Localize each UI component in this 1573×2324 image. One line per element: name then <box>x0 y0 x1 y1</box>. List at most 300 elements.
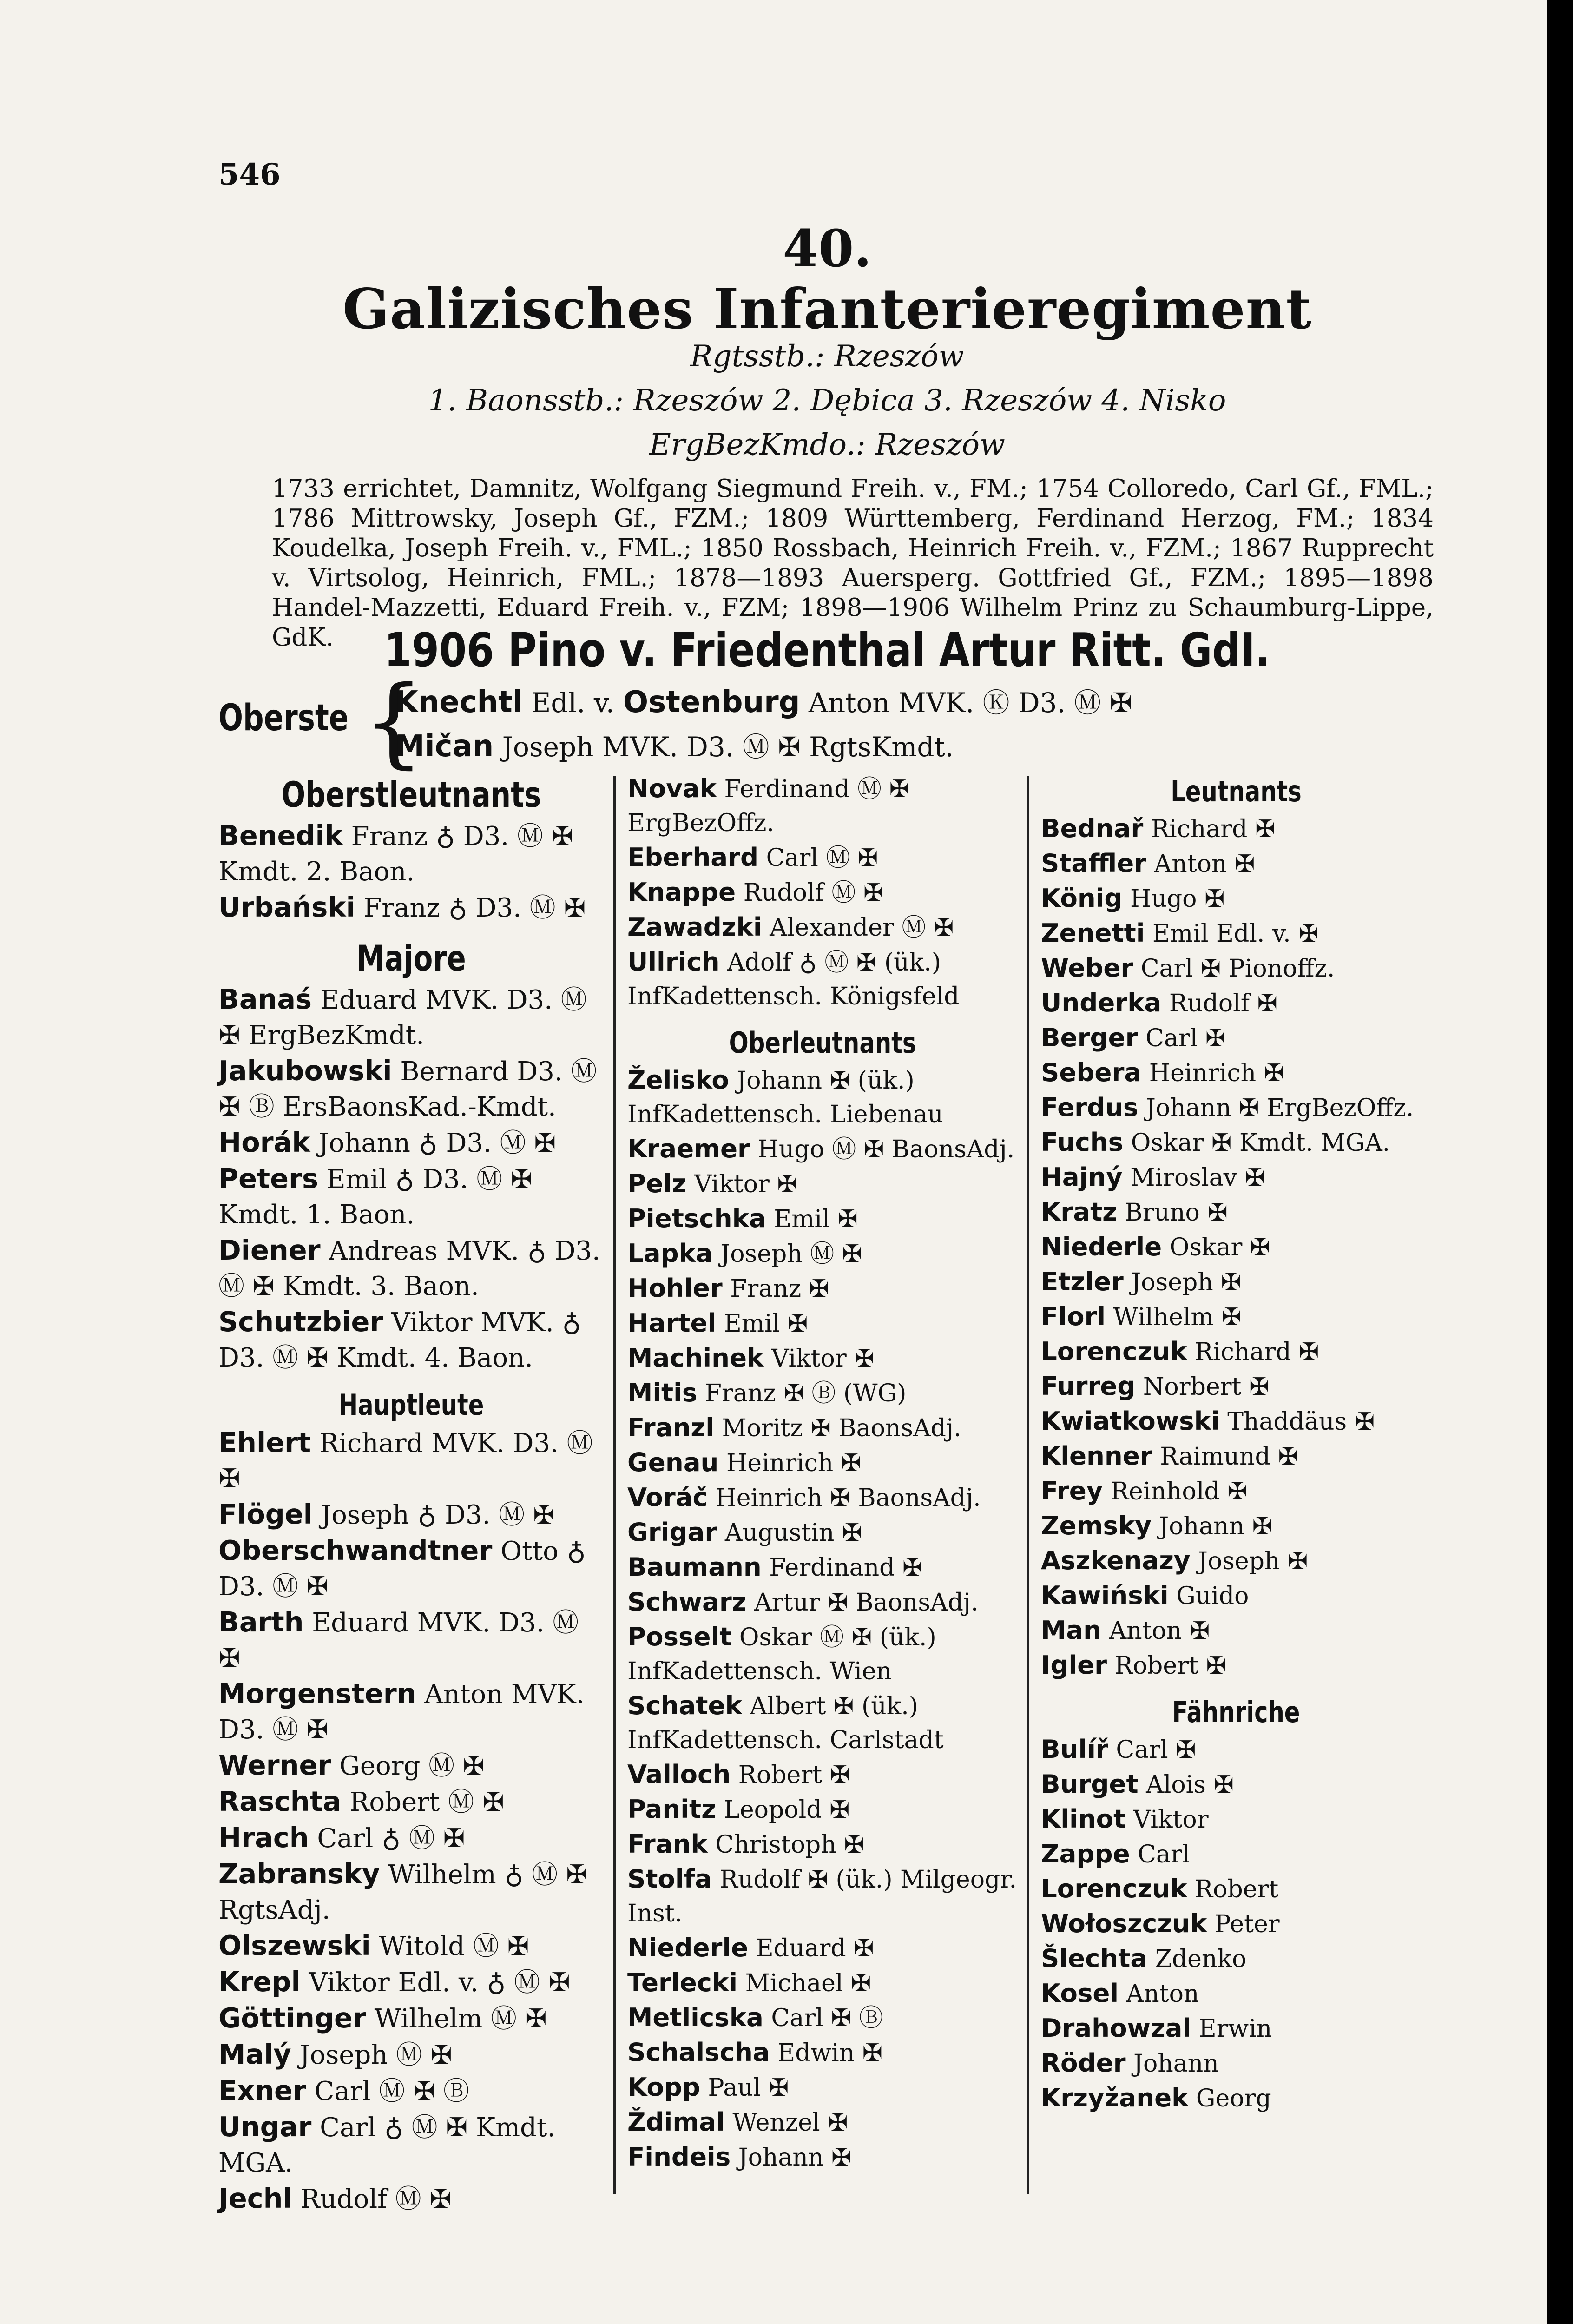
officer-details: Raimund ✠ <box>1152 1443 1298 1471</box>
officer-entry <box>627 1236 1018 1271</box>
officer-details: Carl <box>1130 1841 1190 1868</box>
officer-details: Franz ♁ D3. Ⓜ ✠ Kmdt. 2. Baon. <box>218 821 573 887</box>
officer-surname: Burget <box>1041 1769 1139 1799</box>
officer-entry <box>218 1125 604 1161</box>
officer-details: Erwin <box>1191 2015 1272 2043</box>
officer-details: Eduard MVK. D3. Ⓜ ✠ ErgBezKmdt. <box>218 985 587 1050</box>
officer-entry <box>1041 2081 1431 2116</box>
officer-details: Anton ✠ <box>1101 1617 1210 1645</box>
regiment-title: Galizisches Infanterieregiment <box>342 277 1312 341</box>
officer-entry <box>627 1585 1018 1620</box>
officer-surname: Peters <box>218 1162 318 1195</box>
officer-entry <box>627 1167 1018 1202</box>
officer-surname: Stolfa <box>627 1864 712 1894</box>
officer-surname: Hajný <box>1041 1162 1123 1192</box>
officer-surname: Kopp <box>627 2072 701 2102</box>
officer-details: Peter <box>1207 1910 1280 1938</box>
section-gap <box>627 2175 1018 2184</box>
oberst-name: Mičan <box>395 729 494 764</box>
oberst-entry: Knechtl Edl. v. Ostenburg Anton MVK. Ⓚ D3. Ⓜ ✠ <box>395 685 1132 720</box>
officer-entry <box>1041 1648 1431 1683</box>
officer-entry <box>218 2073 604 2109</box>
section-heading: Leutnants <box>1171 774 1302 808</box>
officer-surname: Niederle <box>627 1933 749 1962</box>
officer-details: Paul ✠ <box>700 2074 789 2102</box>
officer-details: Miroslav ✠ <box>1122 1164 1265 1192</box>
officer-details: Michael ✠ <box>737 1969 871 1997</box>
officer-details: Eduard ✠ <box>748 1934 874 1962</box>
officer-surname: Grigar <box>627 1517 717 1547</box>
officer-entry <box>1041 951 1431 986</box>
officer-surname: Panitz <box>627 1794 716 1824</box>
oberst-entry: Mičan Joseph MVK. D3. Ⓜ ✠ RgtsKmdt. <box>395 729 954 764</box>
section-heading: Oberleutnants <box>729 1026 916 1060</box>
battalions-line: 1. Baonsstb.: Rzeszów 2. Dębica 3. Rzeszów 4. Nisko <box>428 383 1226 418</box>
officer-entry <box>1041 1767 1431 1802</box>
officer-details: Eduard MVK. D3. Ⓜ ✠ <box>218 1608 579 1673</box>
officer-details: Robert <box>1187 1875 1279 1903</box>
officer-surname: Pietschka <box>627 1203 766 1233</box>
officer-details: Emil ✠ <box>716 1310 808 1338</box>
officer-details: Hugo ✠ <box>1122 885 1225 913</box>
officer-details: Richard ✠ <box>1143 815 1276 843</box>
officer-surname: Kosel <box>1041 1978 1119 2008</box>
officer-surname: Kraemer <box>627 1134 750 1163</box>
officer-details: Bruno ✠ <box>1117 1199 1228 1227</box>
section-heading: Hauptleute <box>338 1388 484 1422</box>
officer-details: Emil Edl. v. ✠ <box>1145 920 1319 948</box>
officer-surname: Ullrich <box>627 947 720 977</box>
officer-details: Wilhelm ♁ Ⓜ ✠ RgtsAdj. <box>218 1860 588 1925</box>
oberst-name: Knechtl <box>395 685 523 720</box>
officer-entry <box>218 1304 604 1376</box>
officer-details: Carl Ⓜ ✠ Ⓑ <box>306 2076 469 2106</box>
officer-entry <box>1041 1334 1431 1369</box>
officer-surname: Kratz <box>1041 1197 1117 1227</box>
regiment-number: 40. <box>783 218 872 278</box>
officer-details: Joseph ✠ <box>1190 1547 1308 1575</box>
officer-details: Anton MVK. D3. Ⓜ ✠ <box>218 1679 585 1745</box>
officer-details: Robert ✠ <box>1107 1652 1226 1680</box>
officer-details: Albert ✠ (ük.) InfKadettensch. Carlstadt <box>627 1692 944 1754</box>
officer-details: Joseph Ⓜ ✠ <box>712 1240 862 1268</box>
officer-details: Rudolf Ⓜ ✠ <box>736 879 884 907</box>
officer-details: Norbert ✠ <box>1135 1373 1270 1401</box>
officer-entry <box>627 1271 1018 1306</box>
officer-entry <box>218 1856 604 1928</box>
officer-details: Franz ✠ Ⓑ (WG) <box>697 1380 907 1407</box>
officer-entry <box>1041 1404 1431 1439</box>
section-gap <box>1041 2116 1431 2125</box>
staff-line: Rgtsstb.: Rzeszów <box>690 339 964 374</box>
officer-entry <box>1041 1802 1431 1837</box>
officer-entry <box>1041 881 1431 916</box>
officer-surname: Klinot <box>1041 1804 1126 1834</box>
officer-entry <box>218 2109 604 2181</box>
officer-entry <box>627 1827 1018 1862</box>
officer-details: Anton <box>1119 1980 1199 2008</box>
officer-surname: König <box>1041 883 1123 913</box>
officer-details: Bernard D3. Ⓜ ✠ Ⓑ ErsBaonsKad.-Kmdt. <box>218 1056 597 1122</box>
officer-entry <box>627 910 1018 945</box>
officer-details: Joseph ♁ D3. Ⓜ ✠ <box>312 1500 555 1530</box>
officer-surname: Franzl <box>627 1413 714 1442</box>
officer-surname: Bulíř <box>1041 1734 1108 1764</box>
officer-entry <box>627 2140 1018 2175</box>
officer-surname: Pelz <box>627 1169 687 1198</box>
officer-entry <box>218 1748 604 1784</box>
officer-details: Robert Ⓜ ✠ <box>341 1787 504 1817</box>
officer-surname: Igler <box>1041 1650 1107 1680</box>
officer-entry <box>1041 2046 1431 2081</box>
officer-entry <box>627 1689 1018 1757</box>
officer-surname: Underka <box>1041 988 1162 1017</box>
officer-surname: Wołoszczuk <box>1041 1908 1207 1938</box>
officer-details: Oskar ✠ <box>1162 1234 1270 1261</box>
officer-surname: Schatek <box>627 1690 742 1720</box>
officer-entry <box>1041 1976 1431 2011</box>
officer-surname: Mitis <box>627 1378 698 1407</box>
officer-details: Emil ✠ <box>766 1205 858 1233</box>
officer-surname: Staffler <box>1041 848 1147 878</box>
officer-surname: Posselt <box>627 1622 732 1651</box>
officer-surname: Weber <box>1041 953 1133 983</box>
officer-surname: Zawadzki <box>627 912 762 942</box>
officer-entry <box>627 772 1018 840</box>
officer-entry <box>627 1966 1018 2000</box>
officer-surname: Frank <box>627 1829 708 1859</box>
officer-details: Ferdinand Ⓜ ✠ ErgBezOffz. <box>627 775 910 837</box>
officer-entry <box>218 1161 604 1233</box>
officer-surname: Banaś <box>218 983 312 1015</box>
officer-entry <box>627 1550 1018 1585</box>
officer-surname: Jakubowski <box>218 1055 392 1087</box>
officer-surname: Frey <box>1041 1476 1103 1505</box>
officer-details: Hugo Ⓜ ✠ BaonsAdj. <box>750 1136 1015 1163</box>
officer-surname: Lapka <box>627 1238 713 1268</box>
officer-surname: Ungar <box>218 2111 312 2143</box>
officer-details: Adolf ♁ Ⓜ ✠ (ük.) InfKadettensch. Königsfeld <box>627 949 960 1010</box>
officer-surname: Man <box>1041 1615 1102 1645</box>
officer-entry <box>627 1515 1018 1550</box>
officer-entry <box>1041 1544 1431 1578</box>
regiment-commander: 1906 Pino v. Friedenthal Artur Ritt. GdI. <box>384 623 1270 677</box>
section-gap <box>218 926 604 935</box>
officer-entry <box>627 1063 1018 1132</box>
section-gap <box>1041 1683 1431 1692</box>
officer-surname: Niederle <box>1041 1232 1162 1261</box>
officer-entry <box>218 1425 604 1497</box>
officer-entry <box>218 982 604 1053</box>
officer-surname: Voráč <box>627 1482 708 1512</box>
officer-surname: Schwarz <box>627 1587 747 1617</box>
officer-entry <box>218 1604 604 1676</box>
officer-entry <box>218 1497 604 1533</box>
officer-surname: Olszewski <box>218 1929 371 1961</box>
officer-details: Richard MVK. D3. Ⓜ ✠ <box>218 1428 593 1494</box>
officer-entry <box>1041 1941 1431 1976</box>
officer-details: Guido <box>1168 1582 1249 1610</box>
officer-entry <box>1041 1474 1431 1509</box>
officer-surname: Baumann <box>627 1552 762 1582</box>
oberste-label: Oberste <box>218 697 349 739</box>
officer-entry <box>218 1676 604 1748</box>
officer-details: Otto ♁ D3. Ⓜ ✠ <box>218 1536 586 1602</box>
officer-surname: Florl <box>1041 1301 1106 1331</box>
officer-details: Johann ✠ (ük.) InfKadettensch. Liebenau <box>627 1067 943 1129</box>
officer-surname: Sebera <box>1041 1057 1142 1087</box>
officer-surname: Göttinger <box>218 2002 366 2034</box>
column-rule <box>613 776 616 2194</box>
officer-entry <box>1041 1578 1431 1613</box>
section-gap <box>218 2217 604 2226</box>
officer-surname: Lorenczuk <box>1041 1874 1187 1903</box>
officer-surname: Ferdus <box>1041 1092 1139 1122</box>
officer-details: Witold Ⓜ ✠ <box>370 1931 529 1961</box>
officer-surname: Flögel <box>218 1498 313 1530</box>
ergbez-line: ErgBezKmdo.: Rzeszów <box>649 428 1005 462</box>
officer-entry <box>1041 1265 1431 1300</box>
officer-entry <box>1041 1090 1431 1125</box>
officer-entry <box>218 1784 604 1820</box>
officer-details: Augustin ✠ <box>717 1519 862 1547</box>
officer-entry <box>627 1862 1018 1931</box>
officer-details: Andreas MVK. ♁ D3. Ⓜ ✠ Kmdt. 3. Baon. <box>218 1236 600 1301</box>
officer-details: Johann ✠ <box>731 2144 852 2172</box>
officer-entry <box>627 1306 1018 1341</box>
officer-details: Carl ✠ <box>1138 1024 1226 1052</box>
officer-entry <box>1041 1907 1431 1941</box>
officer-surname: Eberhard <box>627 842 759 872</box>
officer-entry <box>627 875 1018 910</box>
officer-surname: Hrach <box>218 1822 309 1854</box>
officer-details: Carl ✠ Ⓑ <box>763 2004 883 2032</box>
officer-details: Johann ♁ D3. Ⓜ ✠ <box>310 1128 556 1158</box>
officer-details: Franz ♁ D3. Ⓜ ✠ <box>355 893 586 923</box>
officer-entry <box>1041 1230 1431 1265</box>
officer-details: Richard ✠ <box>1187 1338 1319 1366</box>
officer-surname: Berger <box>1041 1023 1138 1052</box>
officer-entry <box>627 1620 1018 1689</box>
section-heading: Majore <box>356 938 466 979</box>
officer-surname: Exner <box>218 2074 306 2106</box>
officer-details: Wilhelm ✠ <box>1106 1303 1242 1331</box>
officer-details: Thaddäus ✠ <box>1219 1408 1375 1436</box>
officer-entry <box>627 1202 1018 1236</box>
officer-surname: Kwiatkowski <box>1041 1406 1220 1436</box>
officer-surname: Horák <box>218 1126 310 1158</box>
officer-details: Oskar Ⓜ ✠ (ük.) InfKadettensch. Wien <box>627 1624 936 1685</box>
officer-details: Georg <box>1188 2085 1271 2113</box>
officer-entry <box>627 945 1018 1014</box>
officer-details: Joseph ✠ <box>1123 1268 1241 1296</box>
officer-entry <box>1041 1613 1431 1648</box>
officer-entry <box>1041 1160 1431 1195</box>
officer-entry <box>627 2000 1018 2035</box>
officer-entry <box>627 1376 1018 1411</box>
officer-details: Viktor Edl. v. ♁ Ⓜ ✠ <box>300 1967 570 1998</box>
officer-surname: Findeis <box>627 2142 731 2172</box>
officer-details: Emil ♁ D3. Ⓜ ✠ Kmdt. 1. Baon. <box>218 1164 533 1230</box>
officer-entry <box>218 2000 604 2037</box>
officer-entry <box>218 890 604 926</box>
officer-surname: Oberschwandtner <box>218 1534 493 1566</box>
brace: { <box>362 665 425 779</box>
officer-entry <box>627 1757 1018 1792</box>
officer-surname: Kawiński <box>1041 1580 1169 1610</box>
officer-entry <box>627 2070 1018 2105</box>
officer-surname: Genau <box>627 1447 719 1477</box>
officer-surname: Machinek <box>627 1343 764 1373</box>
officer-surname: Raschta <box>218 1785 342 1817</box>
officer-entry <box>1041 846 1431 881</box>
officer-surname: Krzyžanek <box>1041 2083 1189 2113</box>
officer-entry <box>1041 1872 1431 1907</box>
officer-details: Georg Ⓜ ✠ <box>331 1751 485 1781</box>
officer-entry <box>627 1132 1018 1167</box>
officer-surname: Morgenstern <box>218 1677 416 1710</box>
officer-surname: Röder <box>1041 2048 1126 2078</box>
section-heading: Oberstleutnants <box>281 774 541 815</box>
officer-details: Artur ✠ BaonsAdj. <box>746 1589 979 1617</box>
officer-entry <box>627 1931 1018 1966</box>
section-heading: Fähnriche <box>1172 1695 1300 1729</box>
officer-details: Heinrich ✠ <box>718 1449 862 1477</box>
officer-entry <box>218 2037 604 2073</box>
officer-entry <box>627 1792 1018 1827</box>
officer-details: Heinrich ✠ BaonsAdj. <box>707 1484 981 1512</box>
section-gap <box>627 1014 1018 1023</box>
officer-details: Joseph Ⓜ ✠ <box>291 2040 452 2070</box>
officer-entry <box>218 1820 604 1856</box>
officer-entry <box>218 1233 604 1304</box>
officer-surname: Metlicska <box>627 2002 763 2032</box>
officer-entry <box>218 1928 604 1964</box>
officer-entry <box>1041 1125 1431 1160</box>
officer-entry <box>1041 1439 1431 1474</box>
officer-entry <box>627 2105 1018 2140</box>
column-right <box>1041 772 1431 2125</box>
officer-surname: Novak <box>627 773 717 803</box>
officer-surname: Drahowzal <box>1041 2013 1191 2043</box>
officer-details: Edwin ✠ <box>770 2039 883 2067</box>
officer-details: Anton ✠ <box>1146 850 1255 878</box>
officer-entry <box>1041 812 1431 846</box>
officer-entry <box>1041 2011 1431 2046</box>
officer-details: Oskar ✠ Kmdt. MGA. <box>1123 1129 1390 1157</box>
officer-entry <box>627 1446 1018 1480</box>
officer-surname: Schutzbier <box>218 1306 383 1338</box>
officer-surname: Hohler <box>627 1273 723 1303</box>
officer-entry <box>218 1053 604 1125</box>
officer-details: Christoph ✠ <box>707 1831 864 1859</box>
officer-surname: Aszkenazy <box>1041 1545 1191 1575</box>
officer-surname: Terlecki <box>627 1967 738 1997</box>
officer-details: Alois ✠ <box>1138 1771 1234 1799</box>
officer-surname: Barth <box>218 1606 304 1638</box>
officer-details: Reinhold ✠ <box>1103 1478 1248 1505</box>
column-rule <box>1027 776 1029 2194</box>
column-left <box>218 772 604 2226</box>
officer-entry <box>1041 1056 1431 1090</box>
officer-surname: Klenner <box>1041 1441 1152 1471</box>
officer-entry <box>627 1480 1018 1515</box>
officer-entry <box>1041 1369 1431 1404</box>
officer-entry <box>627 840 1018 875</box>
officer-details: Zdenko <box>1147 1945 1247 1973</box>
officer-surname: Furreg <box>1041 1371 1136 1401</box>
officer-details: Johann ✠ ErgBezOffz. <box>1138 1094 1414 1122</box>
officer-details: Viktor MVK. ♁ D3. Ⓜ ✠ Kmdt. 4. Baon. <box>218 1307 581 1373</box>
officer-entry <box>627 1411 1018 1446</box>
officer-entry <box>1041 986 1431 1021</box>
officer-surname: Želisko <box>627 1065 729 1095</box>
officer-surname: Jechl <box>218 2182 292 2214</box>
officer-surname: Ždimal <box>627 2107 725 2137</box>
officer-surname: Schalscha <box>627 2037 770 2067</box>
officer-entry <box>1041 1732 1431 1767</box>
officer-details: Carl ✠ <box>1108 1736 1196 1764</box>
officer-surname: Hartel <box>627 1308 717 1338</box>
officer-surname: Bednař <box>1041 813 1144 843</box>
officer-entry <box>218 2181 604 2217</box>
officer-surname: Benedik <box>218 819 343 852</box>
officer-details: Viktor ✠ <box>763 1345 875 1373</box>
officer-entry <box>1041 1509 1431 1544</box>
officer-entry <box>1041 1837 1431 1872</box>
officer-details: Rudolf ✠ <box>1161 990 1278 1017</box>
officer-details: Leopold ✠ <box>716 1796 850 1824</box>
officer-surname: Diener <box>218 1234 321 1266</box>
officer-details: Viktor <box>1125 1806 1209 1834</box>
officer-details: Carl ♁ Ⓜ ✠ <box>309 1823 465 1854</box>
officer-surname: Zemsky <box>1041 1511 1152 1540</box>
section-gap <box>218 1376 604 1385</box>
officer-details: Heinrich ✠ <box>1141 1059 1284 1087</box>
officer-details: Franz ✠ <box>722 1275 829 1303</box>
officer-entry <box>1041 1300 1431 1334</box>
page-number: 546 <box>218 157 281 192</box>
officer-details: Carl ♁ Ⓜ ✠ Kmdt. MGA. <box>218 2113 556 2178</box>
officer-details: Robert ✠ <box>731 1761 850 1789</box>
officer-surname: Krepl <box>218 1966 301 1998</box>
officer-entry <box>218 1964 604 2000</box>
officer-entry <box>218 818 604 890</box>
officer-surname: Etzler <box>1041 1267 1124 1296</box>
officer-surname: Urbański <box>218 891 355 923</box>
officer-surname: Zabransky <box>218 1858 380 1890</box>
column-middle <box>627 772 1018 2184</box>
officer-surname: Zappe <box>1041 1839 1130 1868</box>
officer-details: Alexander Ⓜ ✠ <box>762 914 954 942</box>
officer-entry <box>1041 1195 1431 1230</box>
officer-surname: Fuchs <box>1041 1127 1124 1157</box>
officer-details: Viktor ✠ <box>686 1170 797 1198</box>
officer-entry <box>1041 916 1431 951</box>
officer-surname: Šlechta <box>1041 1943 1148 1973</box>
officer-details: Rudolf ✠ (ük.) Milgeogr. Inst. <box>627 1866 1017 1928</box>
officer-details: Moritz ✠ BaonsAdj. <box>714 1414 961 1442</box>
officer-surname: Knappe <box>627 877 736 907</box>
officer-entry <box>627 1341 1018 1376</box>
officer-details: Ferdinand ✠ <box>761 1554 923 1582</box>
officer-entry <box>627 2035 1018 2070</box>
officer-surname: Valloch <box>627 1759 731 1789</box>
officer-details: Rudolf Ⓜ ✠ <box>292 2184 452 2214</box>
officer-details: Johann <box>1125 2050 1219 2078</box>
officer-details: Carl ✠ Pionoffz. <box>1133 955 1335 983</box>
officer-details: Wilhelm Ⓜ ✠ <box>366 2004 547 2034</box>
